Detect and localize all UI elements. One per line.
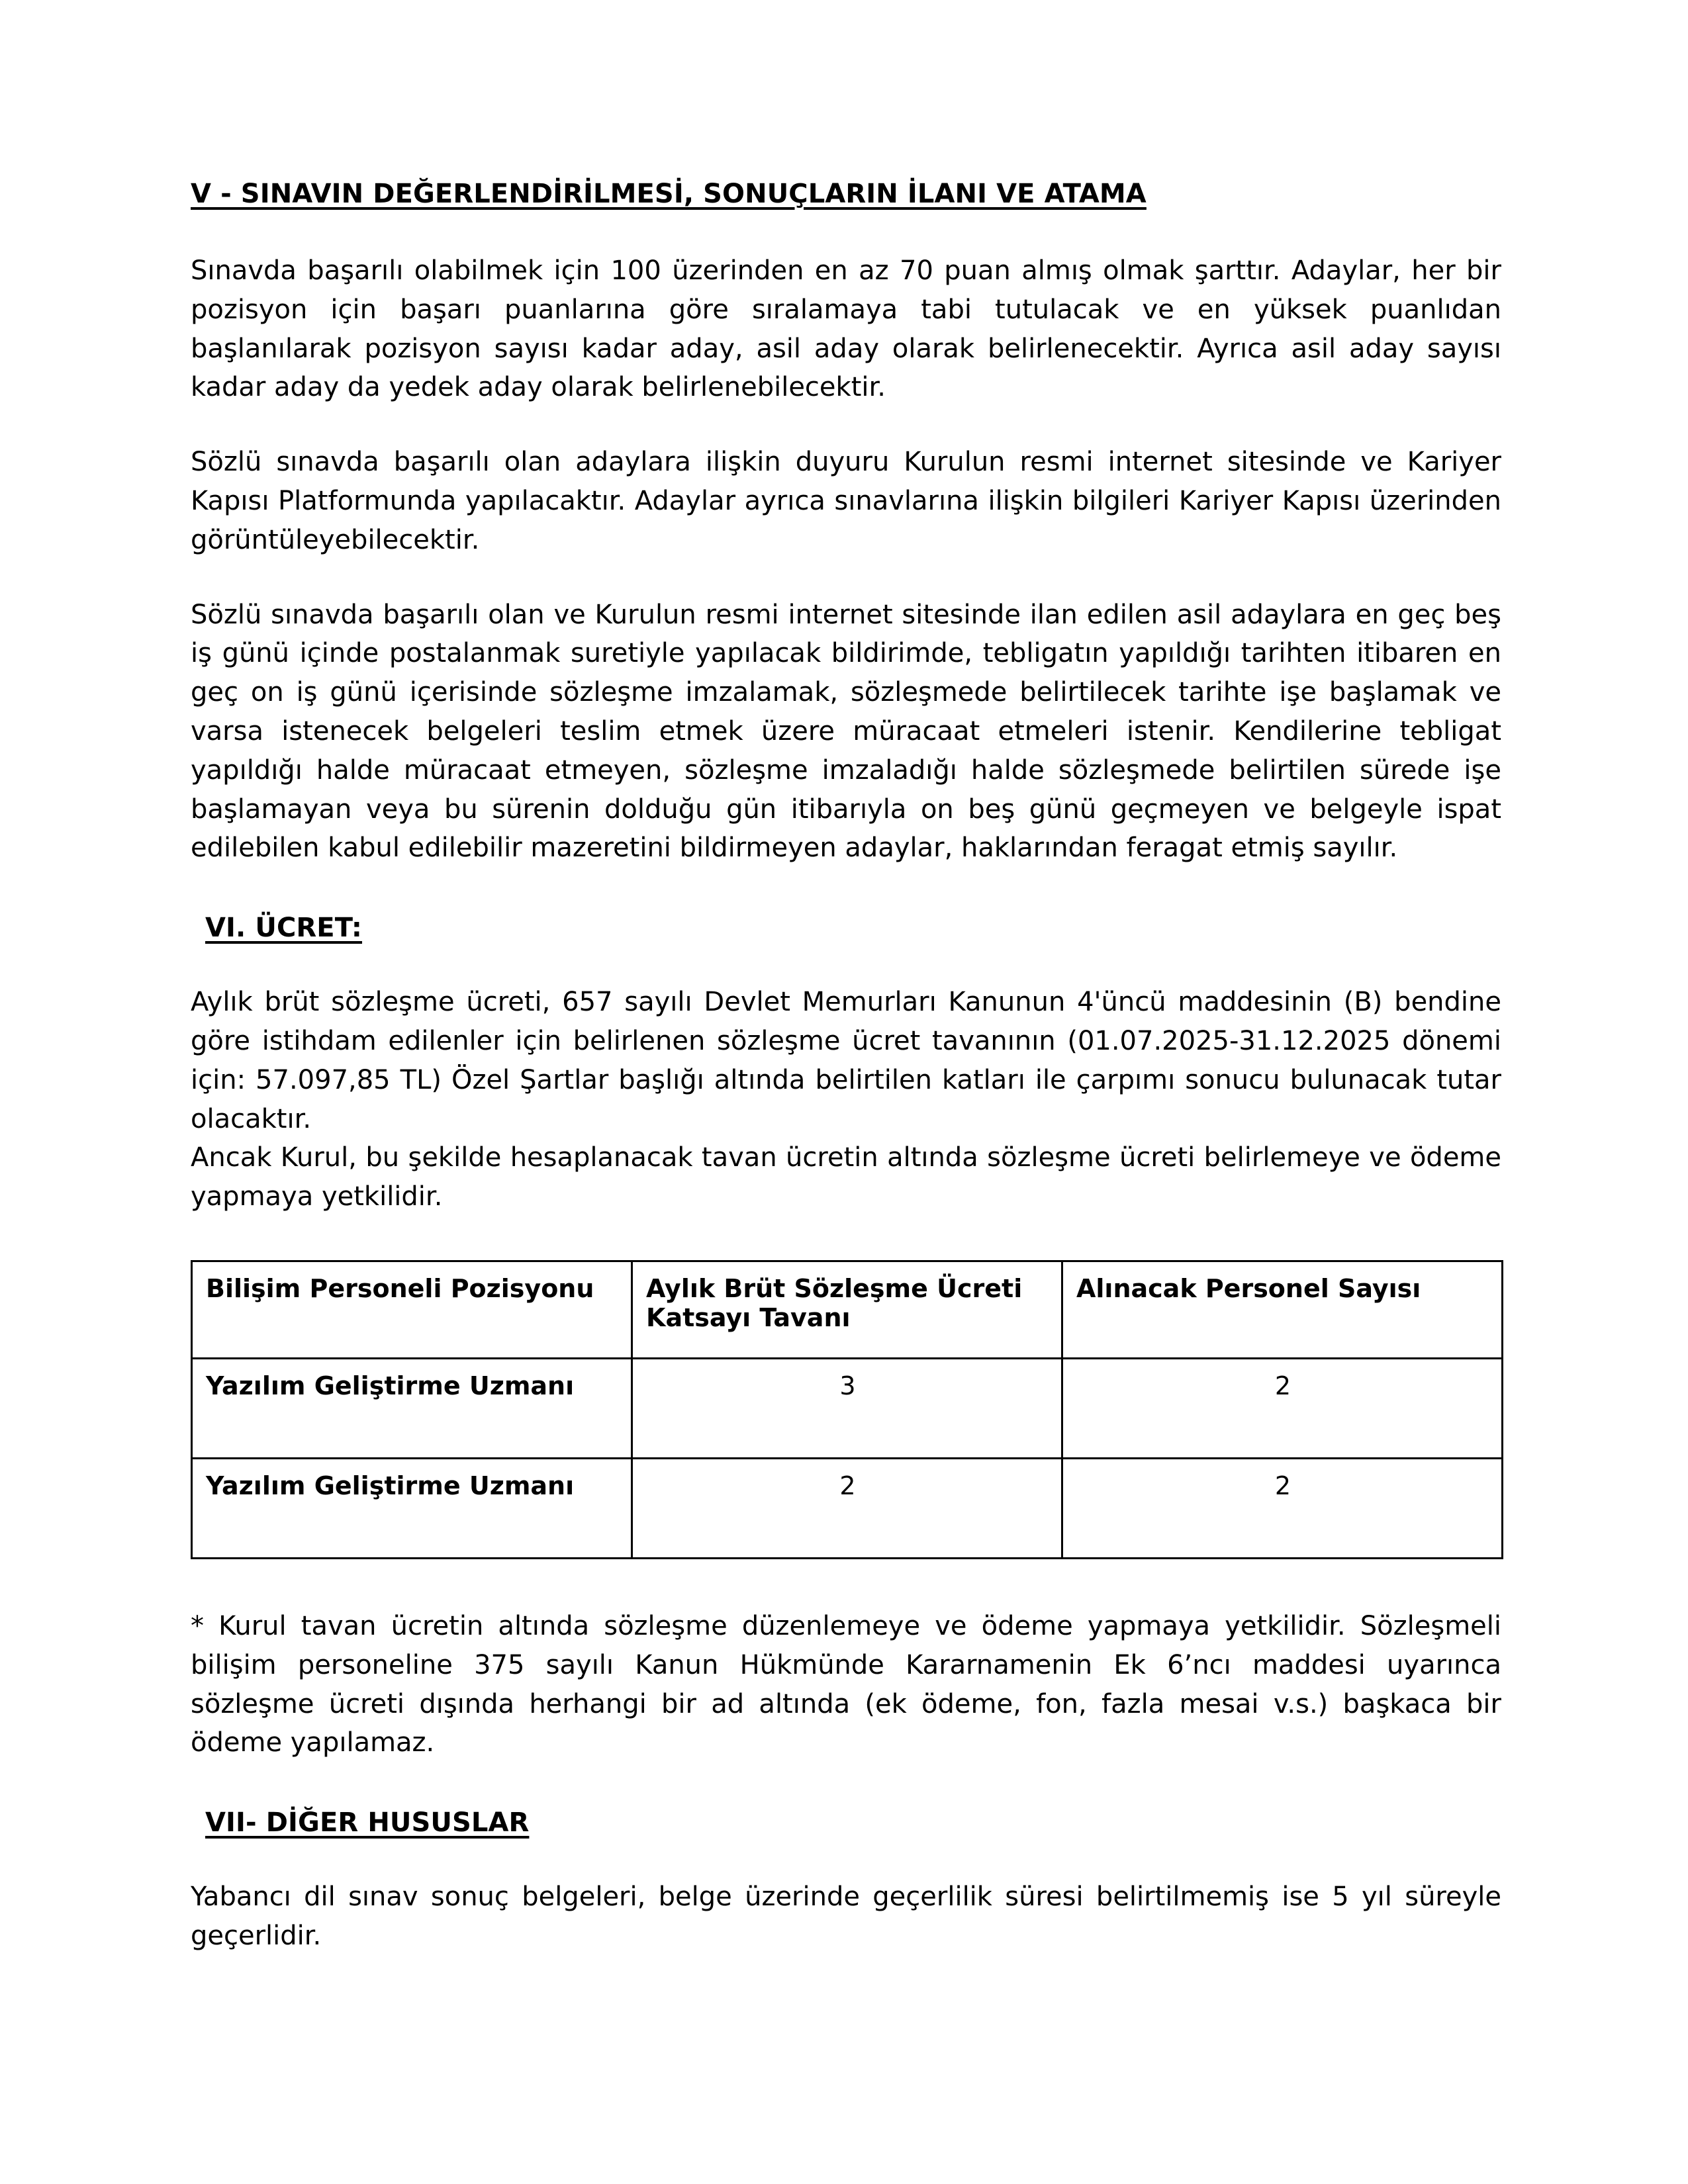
table-header-position: Bilişim Personeli Pozisyonu	[192, 1261, 632, 1358]
paragraph-vi-footnote: * Kurul tavan ücretin altında sözleşme düzenlemeye ve ödeme yapmaya yetkilidir. Sözleşmeli bilişim personeline 375 sayılı Kanun Hükmünde Kararnamenin Ek 6’ncı maddesi uyarınca sözleşme ücreti dışında herhangi bir ad altında (ek ödeme, fon, fazla mesai v.s.) başkaca bir ödeme yapılamaz.	[191, 1610, 1501, 1758]
table-cell-count: 2	[1062, 1358, 1503, 1458]
paragraph-v-2: Sözlü sınavda başarılı olan adaylara ilişkin duyuru Kurulun resmi internet sitesinde ve Kariyer Kapısı Platformunda yapılacaktır. Adaylar ayrıca sınavlarına ilişkin bilgileri Kariyer Kapısı üzerinden görüntüleyebilecektir.	[191, 447, 1501, 555]
paragraph-vi-1: Aylık brüt sözleşme ücreti, 657 sayılı Devlet Memurları Kanunun 4'üncü maddesinin (B) bendine göre istihdam edilenler için belirlenen sözleşme ücret tavanının (01.07.2025-31.12.2025 dönemi için: 57.097,85 TL) Özel Şartlar başlığı altında belirtilen katları ile çarpımı sonucu bulunacak tutar olacaktır.	[191, 987, 1501, 1134]
spacer	[191, 1216, 1501, 1260]
spacer	[191, 1762, 1501, 1806]
table-row	[192, 1458, 1503, 1558]
spacer	[191, 868, 1501, 911]
table-row	[192, 1358, 1503, 1458]
table-cell-position: Yazılım Geliştirme Uzmanı	[192, 1458, 632, 1558]
table-cell-coefficient: 2	[632, 1458, 1062, 1558]
spacer	[191, 407, 1501, 443]
table-header-row	[192, 1261, 1503, 1358]
heading-section-vi: VI. ÜCRET:	[205, 913, 363, 944]
heading-section-v: V - SINAVIN DEĞERLENDİRİLMESİ, SONUÇLARIN İLANI VE ATAMA	[191, 179, 1147, 209]
table-cell-position: Yazılım Geliştirme Uzmanı	[192, 1358, 632, 1458]
paragraph-v-1: Sınavda başarılı olabilmek için 100 üzerinden en az 70 puan almış olmak şarttır. Adaylar, her bir pozisyon için başarı puanlarına göre sıralamaya tabi tutulacak ve en yüksek puanlıdan başlanılarak pozisyon sayısı kadar aday, asil aday olarak belirlenecektir. Ayrıca asil aday sayısı kadar aday da yedek aday olarak belirlenebilecektir.	[191, 255, 1501, 403]
spacer	[191, 210, 1501, 251]
document-body	[191, 177, 1501, 1956]
heading-section-vii: VII- DİĞER HUSUSLAR	[205, 1807, 530, 1839]
table-header-coefficient	[632, 1261, 1062, 1358]
table-header-count: Alınacak Personel Sayısı	[1062, 1261, 1503, 1358]
table-header-coefficient-line2: Katsayı Tavanı	[646, 1302, 851, 1332]
paragraph-vii-1: Yabancı dil sınav sonuç belgeleri, belge üzerinde geçerlilik süresi belirtilmemiş ise 5 yıl süreyle geçerlidir.	[191, 1882, 1501, 1951]
spacer	[191, 1839, 1501, 1878]
paragraph-vi-2: Ancak Kurul, bu şekilde hesaplanacak tavan ücretin altında sözleşme ücreti belirlemeye ve ödeme yapmaya yetkilidir.	[191, 1142, 1501, 1212]
table-cell-coefficient: 3	[632, 1358, 1062, 1458]
table-cell-count: 2	[1062, 1458, 1503, 1558]
spacer	[191, 944, 1501, 983]
paragraph-v-3: Sözlü sınavda başarılı olan ve Kurulun resmi internet sitesinde ilan edilen asil adaylara en geç beş iş günü içinde postalanmak suretiyle yapılacak bildirimde, tebligatın yapıldığı tarihten itibaren en geç on iş günü içerisinde sözleşme imzalamak, sözleşmede belirtilecek tarihte işe başlamak ve varsa istenecek belgeleri teslim etmek üzere müracaat etmeleri istenir. Kendilerine tebligat yapıldığı halde müracaat etmeyen, sözleşme imzaladığı halde sözleşmede belirtilen sürede işe başlamayan veya bu sürenin dolduğu gün itibarıyla on beş günü geçmeyen ve belgeyle ispat edilebilen kabul edilebilir mazeretini bildirmeyen adaylar, haklarından feragat etmiş sayılır.	[191, 599, 1501, 864]
spacer	[191, 1559, 1501, 1607]
table-header-coefficient-line1: Aylık Brüt Sözleşme Ücreti	[646, 1273, 1023, 1303]
spacer	[191, 560, 1501, 596]
fee-table	[191, 1260, 1503, 1559]
